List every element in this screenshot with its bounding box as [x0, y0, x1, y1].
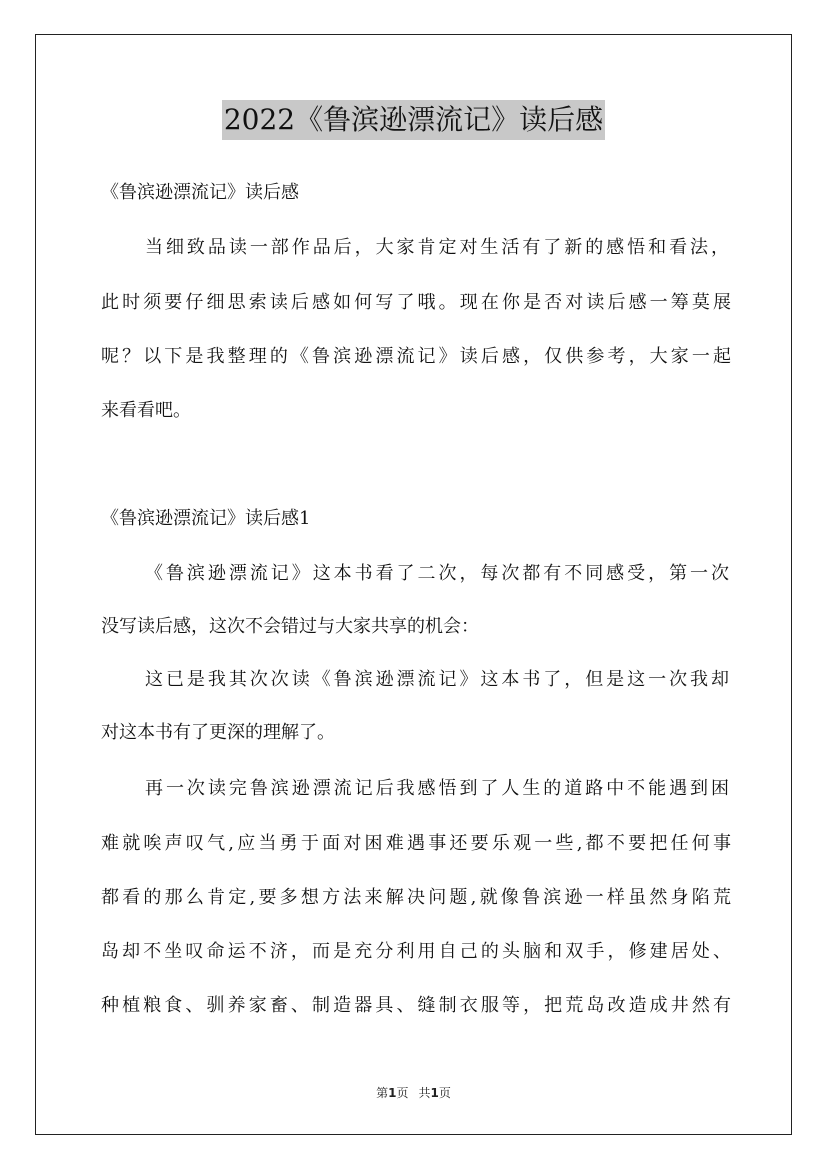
- page-total: 1: [430, 1086, 439, 1100]
- intro-line-2: 此时须要仔细思索读后感如何写了哦。现在你是否对读后感一筹莫展: [101, 292, 731, 313]
- page-suffix: 页: [396, 1086, 409, 1100]
- intro-line-3: 呢？以下是我整理的《鲁滨逊漂流记》读后感，仅供参考，大家一起: [101, 346, 731, 367]
- intro-line-1: 当细致品读一部作品后，大家肯定对生活有了新的感悟和看法，: [145, 237, 729, 258]
- para2-line-1: 这已是我其次次读《鲁滨逊漂流记》这本书了，但是这一次我却: [145, 669, 729, 690]
- section-heading: 《鲁滨逊漂流记》读后感1: [101, 508, 311, 529]
- document-title-text: 2022《鲁滨逊漂流记》读后感: [222, 100, 605, 140]
- subheading: 《鲁滨逊漂流记》读后感: [101, 182, 299, 203]
- para1-line-1: 《鲁滨逊漂流记》这本书看了二次，每次都有不同感受，第一次: [145, 563, 729, 584]
- para3-line-3: 都看的那么肯定,要多想方法来解决问题,就像鲁滨逊一样虽然身陷荒: [101, 887, 731, 908]
- para3-line-5: 种植粮食、驯养家畜、制造器具、缝制衣服等，把荒岛改造成井然有: [101, 995, 731, 1016]
- para2-line-2: 对这本书有了更深的理解了。: [101, 722, 335, 743]
- page-footer: [0, 1084, 827, 1101]
- document-title: [0, 100, 827, 144]
- para3-line-4: 岛却不坐叹命运不济，而是充分利用自己的头脑和双手，修建居处、: [101, 941, 731, 962]
- intro-line-4: 来看看吧。: [101, 400, 191, 421]
- total-suffix: 页: [438, 1086, 451, 1100]
- page-prefix: 第: [376, 1086, 389, 1100]
- para3-line-1: 再一次读完鲁滨逊漂流记后我感悟到了人生的道路中不能遇到困: [145, 778, 729, 799]
- para1-line-2: 没写读后感，这次不会错过与大家共享的机会：: [101, 616, 479, 637]
- total-prefix: 共: [418, 1086, 431, 1100]
- para3-line-2: 难就唉声叹气,应当勇于面对困难遇事还要乐观一些,都不要把任何事: [101, 833, 731, 854]
- page-current: 1: [388, 1086, 397, 1100]
